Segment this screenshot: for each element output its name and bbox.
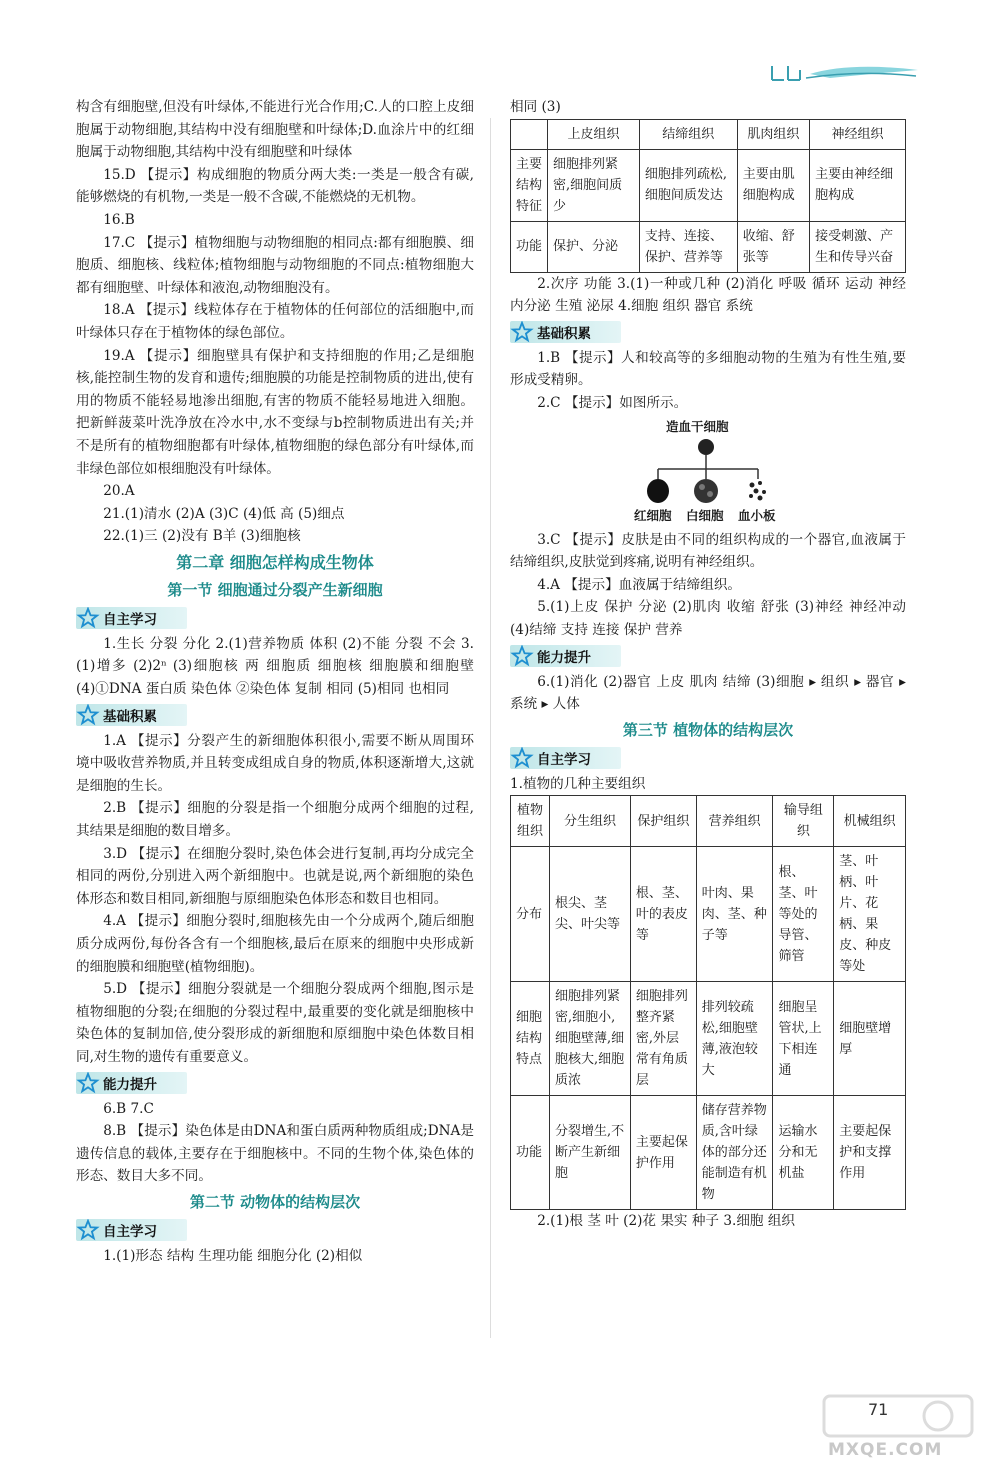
- answer-21: 21.(1)清水 (2)A (3)C (4)低 高 (5)细点: [103, 505, 345, 522]
- table-cell: 根、茎、叶的表皮等: [630, 847, 696, 982]
- header-ornament: [770, 56, 920, 86]
- table-cell: 储存营养物质,含叶绿体的部分还能制造有机物: [696, 1096, 773, 1210]
- star-icon: [76, 1219, 100, 1241]
- badge-label: 自主学习: [537, 751, 591, 768]
- zizhu3-1: 1.植物的几种主要组织: [510, 775, 646, 792]
- stem-cell-label: 造血干细胞: [666, 418, 729, 434]
- table-cell: 细胞排列整齐紧密,外层常有角质层: [630, 982, 696, 1096]
- table-cell: 主要由肌细胞构成: [737, 149, 809, 221]
- table-cell: 分布: [511, 847, 550, 982]
- right-column: [510, 96, 906, 1233]
- white-blood-cell-icon: [694, 479, 718, 503]
- answer-20: 20.A: [103, 483, 135, 500]
- answer-17: 17.C 【提示】植物细胞与动物细胞的相同点:都有细胞膜、细胞质、细胞核、线粒体;植物细胞与动物细胞的不同点:植物细胞大都有细胞壁、叶绿体和液泡,动物细胞没有。: [76, 234, 474, 296]
- badge-label: 能力提升: [103, 1076, 157, 1093]
- table-cell: 排列较疏松,细胞壁薄,液泡较大: [696, 982, 773, 1096]
- zizhu2-answer-1: 1.(1)形态 结构 生理功能 细胞分化 (2)相似: [103, 1247, 363, 1264]
- nengli-6-7: 6.B 7.C: [103, 1100, 154, 1117]
- left-column: [76, 96, 474, 1268]
- table-cell: 接受刺激、产生和传导兴奋: [810, 221, 906, 272]
- table-cell: 功能: [511, 1096, 550, 1210]
- jichu2-3: 3.C 【提示】皮肤是由不同的组织构成的一个器官,血液属于结缔组织,皮肤觉到疼痛,说明有神经组织。: [510, 531, 906, 571]
- table-cell: 收缩、舒张等: [737, 221, 809, 272]
- answer-15: 15.D 【提示】构成细胞的物质分两大类:一类是一般含有碳,能够燃烧的有机物,一类是一般不含碳,不能燃烧的无机物。: [76, 166, 474, 206]
- table-cell: 细胞排列疏松,细胞间质发达: [639, 149, 737, 221]
- table-cell: 细胞结构特点: [511, 982, 550, 1096]
- platelet-label: 血小板: [738, 507, 776, 523]
- star-icon: [510, 645, 534, 667]
- table-row: [511, 149, 906, 221]
- zizhu3-2: 2.(1)根 茎 叶 (2)花 果实 种子 3.细胞 组织: [537, 1213, 796, 1230]
- stem-cell-icon: [698, 439, 714, 455]
- answer-14-cont: 构含有细胞壁,但没有叶绿体,不能进行光合作用;C.人的口腔上皮细胞属于动物细胞,其结构中没有细胞壁和叶绿体;D.血涂片中的红细胞属于动物细胞,其结构中没有细胞壁和叶绿体: [76, 99, 474, 161]
- answer-cont: 相同 (3): [510, 99, 561, 115]
- section-title-3: 第三节 植物体的结构层次: [622, 720, 794, 739]
- table-header-cell: 神经组织: [810, 119, 906, 149]
- answer-22: 22.(1)三 (2)没有 B羊 (3)细胞核: [103, 528, 301, 545]
- table-header-cell: [511, 119, 548, 149]
- table-cell: 根、茎、叶等处的导管、筛管: [773, 847, 834, 982]
- nengli2-6: 6.(1)消化 (2)器官 上皮 肌肉 结缔 (3)细胞 ▸ 组织 ▸ 器官 ▸ 系统 ▸ 人体: [510, 673, 906, 713]
- badge-zizhu-2: [76, 1219, 187, 1241]
- watermark-text: MXQE.COM: [828, 1440, 943, 1460]
- star-icon: [76, 704, 100, 726]
- white-blood-cell-label: 白细胞: [686, 507, 724, 523]
- table-header-cell: 结缔组织: [639, 119, 737, 149]
- red-blood-cell-label: 红细胞: [634, 507, 672, 523]
- badge-nengli-2: [510, 645, 621, 667]
- nengli-8: 8.B 【提示】染色体是由DNA和蛋白质两种物质组成;DNA是遗传信息的载体,主要存在于细胞核中。不同的生物个体,染色体的形态、数目大多不同。: [76, 1123, 474, 1185]
- star-icon: [510, 321, 534, 343]
- table-cell: 主要起保护作用: [630, 1096, 696, 1210]
- jichu-4: 4.A 【提示】细胞分裂时,细胞核先由一个分成两个,随后细胞质分成两份,每份各含有一个细胞核,最后在原来的细胞中央形成新的细胞膜和细胞壁(植物细胞)。: [76, 913, 474, 975]
- star-icon: [76, 1072, 100, 1094]
- badge-zizhu-3: [510, 747, 621, 769]
- jichu2-2: 2.C 【提示】如图所示。: [537, 394, 688, 411]
- red-blood-cell-icon: [647, 479, 669, 503]
- jichu-3: 3.D 【提示】在细胞分裂时,染色体会进行复制,再均分成完全相同的两份,分别进入两个新细胞中。也就是说,两个新细胞的染色体形态和数目相同,新细胞与原细胞染色体形态和数目也相同。: [76, 845, 474, 907]
- badge-jichu: [76, 704, 187, 726]
- badge-label: 能力提升: [537, 649, 591, 666]
- badge-label: 自主学习: [103, 611, 157, 628]
- table-cell: 运输水分和无机盐: [773, 1096, 834, 1210]
- badge-zizhu: [76, 607, 187, 629]
- star-icon: [510, 747, 534, 769]
- table-header-row: [511, 119, 906, 149]
- badge-jichu-2: [510, 321, 621, 343]
- jichu-5: 5.D 【提示】细胞分裂就是一个细胞分裂成两个细胞,图示是植物细胞的分裂;在细胞的分裂过程中,最重要的变化就是细胞核中染色体的复制加倍,使分裂形成的新细胞和原细胞中染色体数目相同,对生物的遗传有重要意义。: [76, 981, 474, 1065]
- badge-nengli: [76, 1072, 187, 1094]
- animal-tissue-table: [510, 119, 906, 273]
- table-cell: 主要起保护和支撑作用: [834, 1096, 906, 1210]
- table-header-cell: 机械组织: [834, 796, 906, 847]
- answer-16: 16.B: [103, 211, 135, 228]
- table-row: [511, 221, 906, 272]
- table-cell: 细胞壁增厚: [834, 982, 906, 1096]
- table-cell: 分裂增生,不断产生新细胞: [550, 1096, 631, 1210]
- table-cell: 根尖、茎尖、叶尖等: [550, 847, 631, 982]
- badge-label: 基础积累: [537, 325, 591, 342]
- table-header-cell: 上皮组织: [548, 119, 640, 149]
- badge-label: 自主学习: [103, 1223, 157, 1240]
- section-title-1: 第一节 细胞通过分裂产生新细胞: [167, 580, 383, 599]
- jichu-1: 1.A 【提示】分裂产生的新细胞体积很小,需要不断从周围环境中吸收营养物质,并且转变成组成自身的物质,体积逐渐增大,这就是细胞的生长。: [76, 732, 474, 794]
- zizhu-answers: 1.生长 分裂 分化 2.(1)营养物质 体积 (2)不能 分裂 不会 3.(1)增多 (2)2ⁿ (3)细胞核 两 细胞质 细胞核 细胞膜和细胞壁 (4)①DNA 蛋白质 染色体 ②染色体 复制 相同 (5)相同 也相同: [76, 635, 474, 698]
- table-cell: 主要结构特征: [511, 149, 548, 221]
- table-cell: 支持、连接、保护、营养等: [639, 221, 737, 272]
- answer-18: 18.A 【提示】线粒体存在于植物体的任何部位的活细胞中,而叶绿体只存在于植物体的绿色部位。: [76, 302, 474, 341]
- table-cell: 细胞排列紧密,细胞小,细胞壁薄,细胞核大,细胞质浓: [550, 982, 631, 1096]
- table-cell: 主要由神经细胞构成: [810, 149, 906, 221]
- jichu2-1: 1.B 【提示】人和较高等的多细胞动物的生殖为有性生殖,要形成受精卵。: [510, 349, 906, 389]
- jichu2-4: 4.A 【提示】血液属于结缔组织。: [537, 576, 742, 593]
- table-cell: 功能: [511, 221, 548, 272]
- table-header-cell: 分生组织: [550, 796, 631, 847]
- page-number: 71: [868, 1400, 889, 1419]
- jichu-2: 2.B 【提示】细胞的分裂是指一个细胞分成两个细胞的过程,其结果是细胞的数目增多。: [76, 800, 474, 840]
- table-row: [511, 982, 906, 1096]
- table-cell: 茎、叶柄、叶片、花柄、果皮、种皮等处: [834, 847, 906, 982]
- badge-label: 基础积累: [103, 708, 157, 725]
- table-header-cell: 保护组织: [630, 796, 696, 847]
- table-header-row: [511, 796, 906, 847]
- table-cell: 保护、分泌: [548, 221, 640, 272]
- table-cell: 细胞呈管状,上下相连通: [773, 982, 834, 1096]
- plant-tissue-table: [510, 795, 906, 1210]
- table-header-cell: 输导组织: [773, 796, 834, 847]
- star-icon: [76, 607, 100, 629]
- column-divider: [490, 118, 491, 1338]
- platelet-icon: [749, 481, 766, 501]
- zizhu2-answer-2: 2.次序 功能 3.(1)一种或几种 (2)消化 呼吸 循环 运动 神经 内分泌 生殖 泌尿 4.细胞 组织 器官 系统: [510, 275, 906, 315]
- table-row: [511, 847, 906, 982]
- chapter-title: 第二章 细胞怎样构成生物体: [176, 552, 374, 572]
- table-row: [511, 1096, 906, 1210]
- table-header-cell: 营养组织: [696, 796, 773, 847]
- blood-cell-diagram: [510, 417, 906, 525]
- table-cell: 叶肉、果肉、茎、种子等: [696, 847, 773, 982]
- table-header-cell: 肌肉组织: [737, 119, 809, 149]
- section-title-2: 第二节 动物体的结构层次: [189, 1192, 361, 1211]
- answer-19: 19.A 【提示】细胞壁具有保护和支持细胞的作用;乙是细胞核,能控制生物的发育和遗传;细胞膜的功能是控制物质的进出,使有用的物质不能轻易地渗出细胞,有害的物质不能轻易地进入细胞。把新鲜菠菜叶洗净放在冷水中,水不变绿与b控制物质进出有关;并不是所有的植物细胞都有叶绿体,植物细胞的绿色部分有叶绿体,而非绿色部位如根细胞没有叶绿体。: [76, 347, 474, 477]
- table-cell: 细胞排列紧密,细胞间质少: [548, 149, 640, 221]
- table-header-cell: 植物组织: [511, 796, 550, 847]
- jichu2-5: 5.(1)上皮 保护 分泌 (2)肌肉 收缩 舒张 (3)神经 神经冲动 (4)结缔 支持 连接 保护 营养: [510, 599, 906, 638]
